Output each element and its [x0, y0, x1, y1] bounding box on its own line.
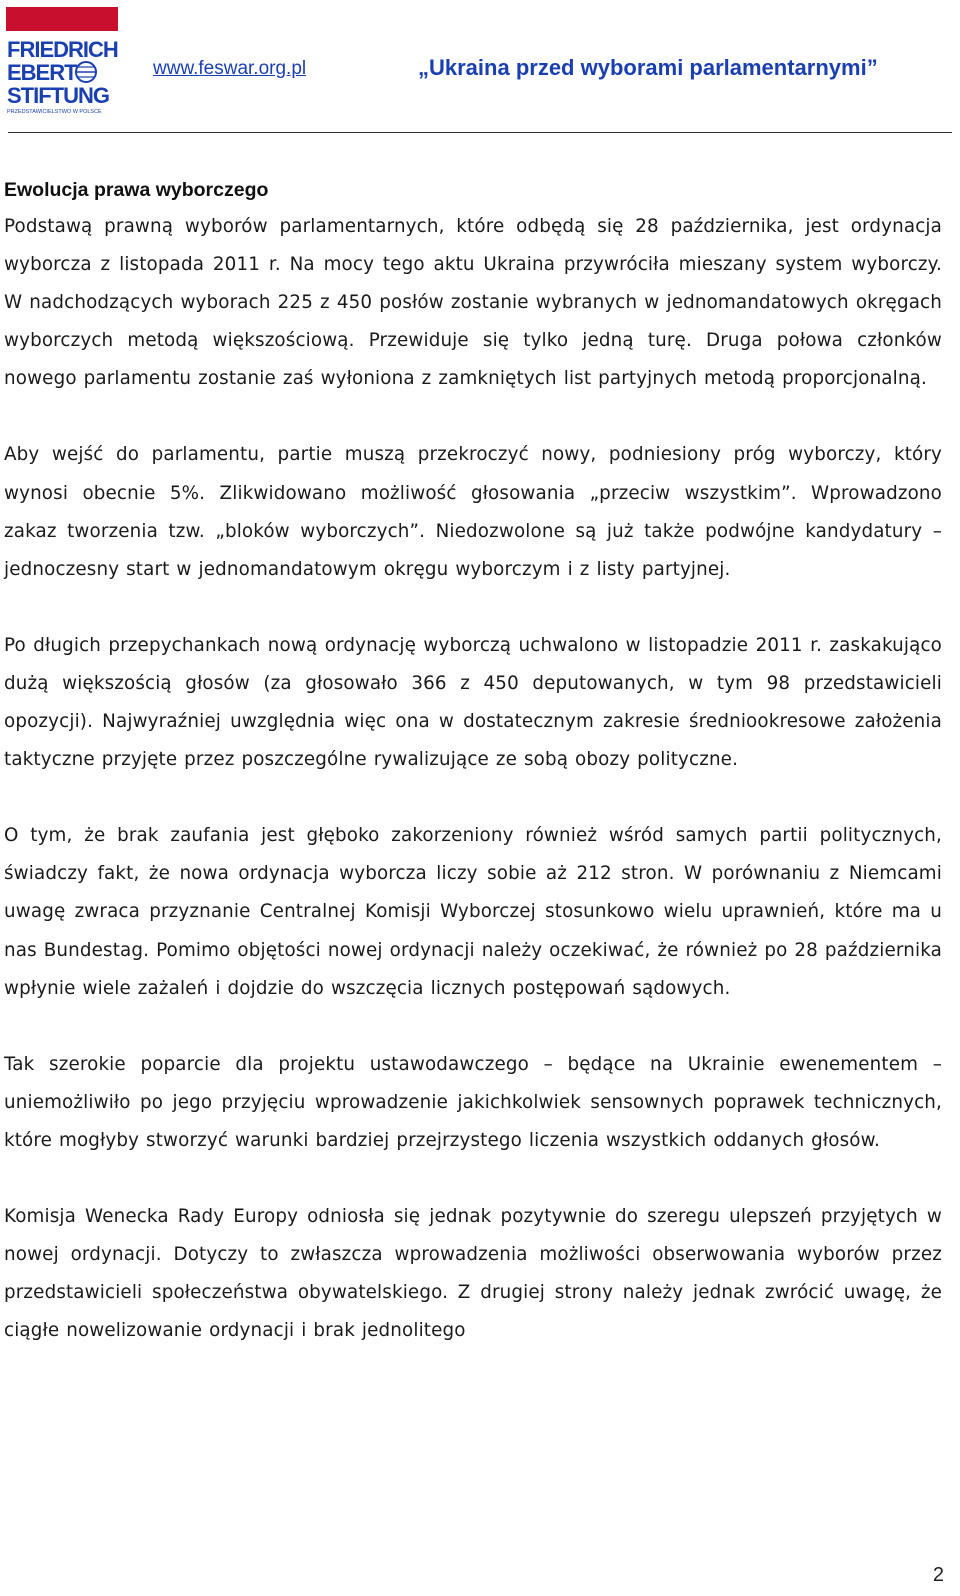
document-title: „Ukraina przed wyborami parlamentarnymi” — [418, 55, 878, 80]
fes-logo — [6, 7, 124, 115]
paragraph: Komisja Wenecka Rady Europy odniosła się jednak pozytywnie do szeregu ulepszeń przyjętych w nowej ordynacji. Dotyczy to zwłaszcza wprowadzenia możliwości obserwowania wyborów przez przedstawicieli społeczeństwa obywatelskiego. Z drugiej strony należy jednak zwrócić uwagę, że ciągłe nowelizowanie ordynacji i brak jednolitego — [4, 1205, 942, 1342]
page-number: 2 — [932, 1564, 944, 1586]
site-link[interactable]: www.feswar.org.pl — [153, 58, 307, 79]
page-header — [0, 0, 960, 140]
paragraph: Po długich przepychankach nową ordynację wyborczą uchwalono w listopadzie 2011 r. zaskakująco dużą większością głosów (za głosowało 366 z 450 deputowanych, w tym 98 przedstawicieli opozycji). Najwyraźniej uwzględnia więc ona w dostatecznym zakresie średniookresowe założenia taktyczne przyjęte przez poszczególne rywalizujące ze sobą obozy polityczne. — [4, 634, 942, 771]
document-body — [4, 175, 942, 1388]
paragraph: Tak szerokie poparcie dla projektu ustawodawczego – będące na Ukrainie ewenementem – uniemożliwiło po jego przyjęciu wprowadzenie jakichkolwiek sensownych poprawek technicznych, które mogłyby stworzyć warunki bardziej przejrzystego liczenia wszystkich oddanych głosów. — [4, 1053, 942, 1151]
paragraph: Podstawą prawną wyborów parlamentarnych, które odbędą się 28 października, jest ordynacja wyborcza z listopada 2011 r. Na mocy tego aktu Ukraina przywróciła mieszany system wyborczy. W nadchodzących wyborach 225 z 450 posłów zostanie wybranych w jednomandatowych okręgach wyborczych metodą większościową. Przewiduje się tylko jedną turę. Druga połowa członków nowego parlamentu zostanie zaś wyłoniona z zamkniętych list partyjnych metodą proporcjonalną. — [4, 216, 942, 390]
header-divider — [8, 132, 952, 133]
logo-line-ebert: EBERT — [7, 60, 77, 85]
fes-logo-graphic — [6, 7, 124, 115]
logo-red-band — [6, 7, 118, 31]
section-heading: Ewolucja prawa wyborczego — [4, 179, 269, 201]
paragraph: Aby wejść do parlamentu, partie muszą przekroczyć nowy, podniesiony próg wyborczy, który wynosi obecnie 5%. Zlikwidowano możliwość głosowania „przeciw wszystkim”. Wprowadzono zakaz tworzenia tzw. „bloków wyborczych”. Niedozwolone są już także podwójne kandydatury – jednoczesny start w jednomandatowym okręgu wyborczym i z listy partyjnej. — [4, 444, 942, 580]
logo-line-friedrich: FRIEDRICH — [7, 37, 118, 62]
logo-line-stiftung: STIFTUNG — [7, 83, 109, 108]
paragraph: O tym, że brak zaufania jest głęboko zakorzeniony również wśród samych partii politycznych, świadczy fakt, że nowa ordynacja wyborcza liczy sobie aż 212 stron. W porównaniu z Niemcami uwagę zwraca przyznanie Centralnej Komisji Wyborczej stosunkowo wielu uprawnień, które ma u nas Bundestag. Pomimo objętości nowej ordynacji należy oczekiwać, że również po 28 października wpłynie wiele zażaleń i dojdzie do wszczęcia licznych postępowań sądowych. — [4, 825, 942, 999]
logo-subtext: PRZEDSTAWICIELSTWO W POLSCE — [7, 109, 102, 115]
